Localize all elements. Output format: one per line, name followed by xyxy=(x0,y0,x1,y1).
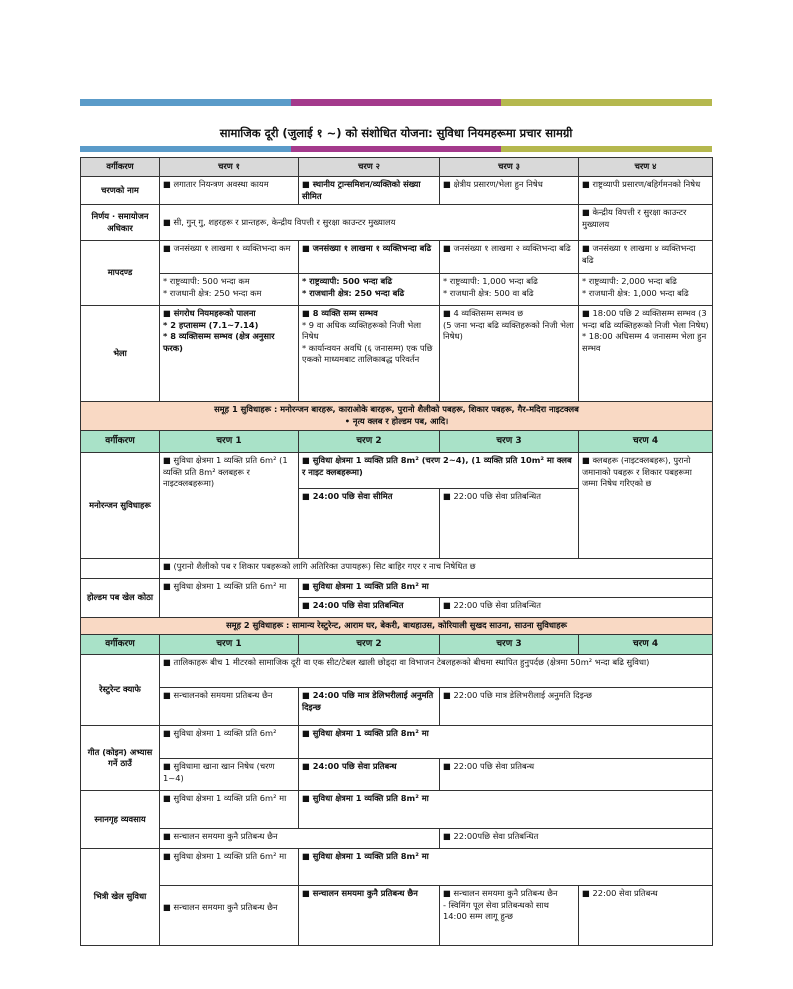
thresholds-3 xyxy=(440,274,579,306)
category-header: वर्गीकरण xyxy=(81,158,160,177)
singing-3-4-hours: ■ 22:00 पछि सेवा प्रतिबन्ध xyxy=(440,759,713,791)
holdem-label: होल्डम पब खेल कोठा xyxy=(81,579,160,618)
stage-4-header: चरण ४ xyxy=(579,158,713,177)
stage-4-header: चरण 4 xyxy=(579,635,713,655)
group-2-header-row xyxy=(81,635,713,655)
table-row xyxy=(81,886,713,946)
stage-name-1: ■ लगातार नियन्त्रण अवस्था कायम xyxy=(160,177,299,205)
table-row xyxy=(81,306,713,402)
indoor-sports-3-line: ■ सन्चालन समयमा कुनै प्रतिबन्ध छैन xyxy=(443,888,558,898)
gathering-label: भेला xyxy=(81,306,160,402)
gathering-3-line: (5 जना भन्दा बढि व्यक्तिहरूको निजी भेला निषेध) xyxy=(443,319,574,341)
criteria-3: ■ जनसंख्या १ लाखमा २ व्यक्तिभन्दा बढि xyxy=(440,241,579,274)
group-1-row xyxy=(81,402,713,431)
restaurant-2: ■ 24:00 पछि मात्र डेलिभरीलाई अनुमति दिइन्छ xyxy=(299,688,440,726)
bathhouse-3-4-hours: ■ 22:00पछि सेवा प्रतिबन्धित xyxy=(440,829,713,849)
group-1-header-row xyxy=(81,431,713,453)
title-bar-purple xyxy=(291,146,501,152)
gathering-3-line: ■ 4 व्यक्तिसम्म सम्भव छ xyxy=(443,308,524,318)
stage-name-4: ■ राष्ट्रव्यापी प्रसारण/बहिर्गमनको निषेध xyxy=(579,177,713,205)
table-row xyxy=(81,849,713,886)
indoor-sports-1-hours: ■ सन्चालन समयमा कुनै प्रतिबन्ध छैन xyxy=(160,886,299,946)
criteria-2: ■ जनसंख्या १ लाखमा १ व्यक्तिभन्दा बढि xyxy=(299,241,440,274)
bathhouse-label: स्नानगृह व्यवसाय xyxy=(81,791,160,849)
restaurant-3-4: ■ 22:00 पछि मात्र डेलिभरीलाई अनुमति दिइन्छ xyxy=(440,688,713,726)
table-row xyxy=(81,274,713,306)
holdem-1: ■ सुविधा क्षेत्रमा 1 व्यक्ति प्रति 6m² मा xyxy=(160,579,299,618)
capital-3: * राजधानी क्षेत्र: 500 वा बढि xyxy=(443,287,534,298)
entertainment-4-line: जम्मा निषेध गरिएको छ xyxy=(582,478,652,488)
singing-2-hours: ■ 24:00 पछि सेवा प्रतिबन्ध xyxy=(299,759,440,791)
gathering-4 xyxy=(579,306,713,402)
title-bar-olive xyxy=(501,146,712,152)
table-row xyxy=(81,453,713,489)
holdem-2-4: ■ सुविधा क्षेत्रमा 1 व्यक्ति प्रति 8m² मा xyxy=(299,579,713,598)
criteria-label: मापदण्ड xyxy=(81,241,160,306)
authority-stage-1-3: ■ सी, गुन् गु, शहरहरू र प्रान्तहरू, केन्द्रीय विपत्ती र सुरक्षा काउन्टर मुख्यालय xyxy=(160,205,579,241)
category-header: वर्गीकरण xyxy=(81,431,160,453)
gathering-2-line: * कार्यान्वयन अवधि (६ जनासम्म) एक पछि xyxy=(302,342,433,353)
restaurant-1: ■ सन्चालनको समयमा प्रतिबन्ध छैन xyxy=(160,688,299,726)
restaurant-label: रेस्टुरेन्ट क्याफे xyxy=(81,655,160,726)
table-row xyxy=(81,759,713,791)
stage-2-header: चरण 2 xyxy=(299,431,440,453)
thresholds-1 xyxy=(160,274,299,306)
nation-3: * राष्ट्रव्यापी: 1,000 भन्दा बढि xyxy=(443,276,538,286)
table-header-row xyxy=(81,158,713,177)
stages-table xyxy=(80,157,713,946)
table-row xyxy=(81,177,713,205)
group-1-subtitle: • नृत्य क्लब र होल्डम पब, आदि। xyxy=(344,415,449,426)
restaurant-all: ■ तालिकाहरू बीच 1 मीटरको सामाजिक दूरी वा एक सीट/टेबल खाली छोड्दा वा विभाजन टेबलहरूको बीचमा स्थापित हुनुपर्दछ (क्षेत्रमा 50m² भन्दा बढि सुविधा) xyxy=(160,655,713,688)
gathering-2 xyxy=(299,306,440,402)
nation-1: * राष्ट्रव्यापी: 500 भन्दा कम xyxy=(163,276,250,286)
gathering-2-line: ■ 8 व्यक्ति सम्म सम्भव xyxy=(302,308,378,318)
gathering-1-line: ■ संगरोध नियमहरूको पालना xyxy=(163,308,256,318)
gathering-4-line: * 18:00 अघिसम्म 4 जनासम्म भेला हुन सम्भव xyxy=(582,331,707,353)
group-1-banner xyxy=(81,402,713,431)
entertainment-note-spacer xyxy=(81,559,160,579)
singing-1: ■ सुविधा क्षेत्रमा 1 व्यक्ति प्रति 6m² xyxy=(160,726,299,759)
stage-4-header: चरण 4 xyxy=(579,431,713,453)
gathering-2-line: एकको माध्यमबाट तालिकाबद्ध परिवर्तन xyxy=(302,354,420,364)
gathering-4-line: ■ 18:00 पछि 2 व्यक्तिसम्म सम्भव (3 भन्दा बढि व्यक्तिहरूको निजी भेला निषेध) xyxy=(582,308,709,330)
stage-1-header: चरण 1 xyxy=(160,431,299,453)
capital-4: * राजधानी क्षेत्र: 1,000 भन्दा बढि xyxy=(582,287,689,298)
bathhouse-2-4: ■ सुविधा क्षेत्रमा 1 व्यक्ति प्रति 8m² मा xyxy=(299,791,713,829)
singing-2-4: ■ सुविधा क्षेत्रमा 1 व्यक्ति प्रति 8m² मा xyxy=(299,726,713,759)
stage-name-2: ■ स्थानीय ट्रान्समिशन/व्यक्तिको संख्या सीमित xyxy=(299,177,440,205)
thresholds-4 xyxy=(579,274,713,306)
gathering-1-line: * 2 हप्तासम्म (7.1~7.14) xyxy=(163,319,259,330)
indoor-sports-2-hours: ■ सन्चालन समयमा कुनै प्रतिबन्ध छैन xyxy=(299,886,440,946)
category-header: वर्गीकरण xyxy=(81,635,160,655)
indoor-sports-3-line: - स्विमिंग पूल सेवा प्रतिबन्धको साथ 14:00 सम्म लागू हुन्छ xyxy=(443,899,549,921)
holdem-2-hours: ■ 24:00 पछि सेवा प्रतिबन्धित xyxy=(299,598,440,618)
holdem-3-4-hours: ■ 22:00 पछि सेवा प्रतिबन्धित xyxy=(440,598,713,618)
entertainment-2-3: ■ सुविधा क्षेत्रमा 1 व्यक्ति प्रति 8m² (चरण 2~4), (1 व्यक्ति प्रति 10m² मा क्लब र नाइट क्लबहरूमा) xyxy=(299,453,579,489)
criteria-1: ■ जनसंख्या १ लाखमा १ व्यक्तिभन्दा कम xyxy=(160,241,299,274)
stage-3-header: चरण 3 xyxy=(440,635,579,655)
singing-label: गीत (कोइन) अभ्यास गर्ने ठाउँ xyxy=(81,726,160,791)
authority-stage-4: ■ केन्द्रीय विपत्ती र सुरक्षा काउन्टर मुख्यालय xyxy=(579,205,713,241)
bathhouse-1: ■ सुविधा क्षेत्रमा 1 व्यक्ति प्रति 6m² मा xyxy=(160,791,299,829)
entertainment-4 xyxy=(579,453,713,559)
entertainment-note: ■ (पुरानो शैलीको पब र शिकार पबहरूको लागि अतिरिक्त उपायहरू) सिट बाहिर गएर र नाच निषेधित छ xyxy=(160,559,713,579)
indoor-sports-4-hours: ■ 22:00 सेवा प्रतिबन्ध xyxy=(579,886,713,946)
table-row xyxy=(81,688,713,726)
group-2-row xyxy=(81,618,713,635)
authority-label: निर्णय · समायोजन अधिकार xyxy=(81,205,160,241)
entertainment-label: मनोरन्जन सुविधाहरू xyxy=(81,453,160,559)
capital-1: * राजधानी क्षेत्र: 250 भन्दा कम xyxy=(163,287,262,298)
stage-3-header: चरण 3 xyxy=(440,431,579,453)
page-title: सामाजिक दूरी (जुलाई १ ~) को संशोधित योजना: सुविधा नियमहरूमा प्रचार सामग्री xyxy=(219,126,573,140)
indoor-sports-label: भित्री खेल सुविधा xyxy=(81,849,160,946)
title-bar-blue xyxy=(80,146,291,152)
bathhouse-1-2-hours: ■ सन्चालन समयमा कुनै प्रतिबन्ध छैन xyxy=(160,829,440,849)
capital-2: * राजधानी क्षेत्र: 250 भन्दा बढि xyxy=(302,287,405,298)
table-row xyxy=(81,559,713,579)
table-row xyxy=(81,205,713,241)
stage-2-header: चरण २ xyxy=(299,158,440,177)
table-row xyxy=(81,726,713,759)
stage-3-header: चरण ३ xyxy=(440,158,579,177)
gathering-1 xyxy=(160,306,299,402)
stage-1-header: चरण १ xyxy=(160,158,299,177)
thresholds-2 xyxy=(299,274,440,306)
table-row xyxy=(81,655,713,688)
table-row xyxy=(81,829,713,849)
table-row xyxy=(81,241,713,274)
indoor-sports-1: ■ सुविधा क्षेत्रमा 1 व्यक्ति प्रति 6m² मा xyxy=(160,849,299,886)
nation-2: * राष्ट्रव्यापी: 500 भन्दा बढि xyxy=(302,276,393,286)
top-bar-purple xyxy=(291,99,501,106)
entertainment-2-hours: ■ 24:00 पछि सेवा सीमित xyxy=(299,489,440,559)
top-bar-olive xyxy=(501,99,712,106)
criteria-4: ■ जनसंख्या १ लाखमा ४ व्यक्तिभन्दा बढि xyxy=(579,241,713,274)
group-2-banner: समूह 2 सुविधाहरू : सामान्य रेस्टुरेन्ट, आराम घर, बेकरी, बाथहाउस, कोरियाली सुखद साउना, साउना सुविधाहरू xyxy=(81,618,713,635)
nation-4: * राष्ट्रव्यापी: 2,000 भन्दा बढि xyxy=(582,276,677,286)
top-bar-blue xyxy=(80,99,291,106)
stage-1-header: चरण 1 xyxy=(160,635,299,655)
group-1-title: समूह 1 सुविधाहरू : मनोरन्जन बारहरू, काराओके बारहरू, पुरानो शैलीको पबहरू, शिकार पबहरू, गैर-मदिरा नाइटक्लब xyxy=(214,404,579,414)
entertainment-3-hours: ■ 22:00 पछि सेवा प्रतिबन्धित xyxy=(440,489,579,559)
stage-name-3: ■ क्षेत्रीय प्रसारण/भेला हुन निषेध xyxy=(440,177,579,205)
singing-1-food: ■ सुविधामा खाना खान निषेध (चरण 1~4) xyxy=(160,759,299,791)
indoor-sports-2-4: ■ सुविधा क्षेत्रमा 1 व्यक्ति प्रति 8m² मा xyxy=(299,849,713,886)
entertainment-1: ■ सुविधा क्षेत्रमा 1 व्यक्ति प्रति 6m² (1 व्यक्ति प्रति 8m² क्लबहरू र नाइटक्लबहरूमा) xyxy=(160,453,299,559)
table-row xyxy=(81,579,713,598)
stage-2-header: चरण 2 xyxy=(299,635,440,655)
gathering-2-line: * 9 वा अधिक व्यक्तिहरूको निजी भेला निषेध xyxy=(302,319,421,341)
entertainment-4-line: ■ क्लबहरू (नाइटक्लबहरू), पुरानो जमानाको पबहरू र शिकार पबहरूमा xyxy=(582,455,692,477)
gathering-3 xyxy=(440,306,579,402)
gathering-1-line: * 8 व्यक्तिसम्म सम्भव (क्षेत्र अनुसार फरक) xyxy=(163,331,275,353)
stage-name-label: चरणको नाम xyxy=(81,177,160,205)
indoor-sports-3-hours xyxy=(440,886,579,946)
table-row xyxy=(81,791,713,829)
